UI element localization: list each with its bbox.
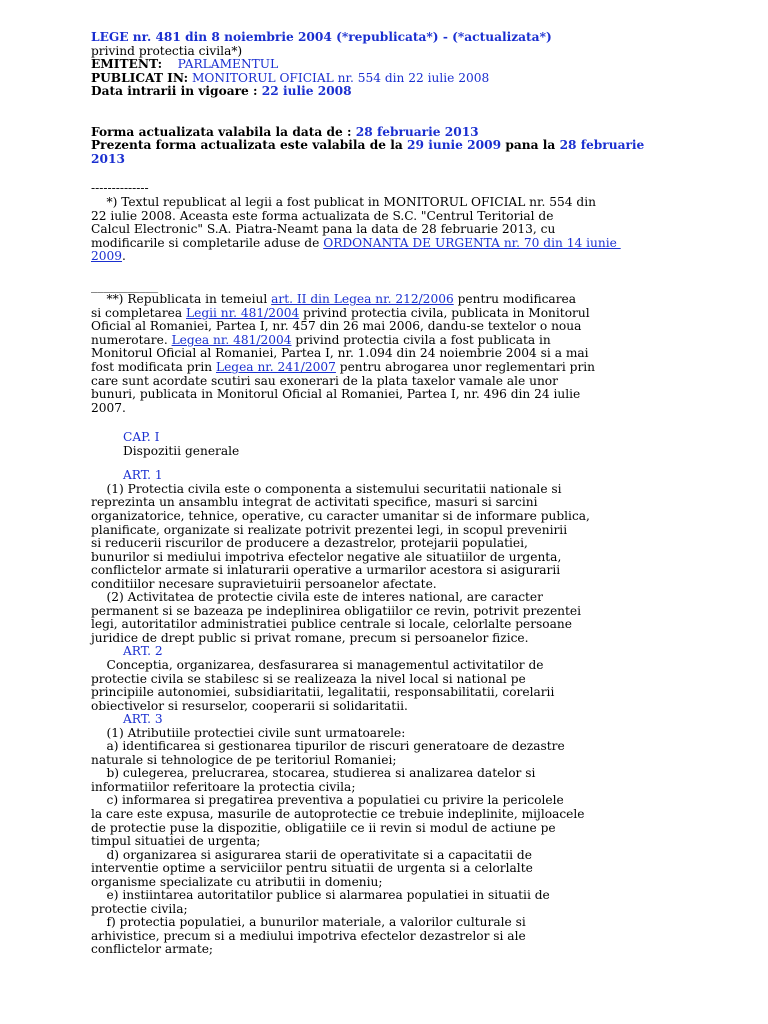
art3-line: de protectie puse la dispozitie, obligatiile ce ii revin si modul de actiune pe: [91, 820, 556, 835]
ordonanta-link[interactable]: ORDONANTA DE URGENTA nr. 70 din 14 iunie: [323, 235, 621, 250]
cap-i-link[interactable]: CAP. I: [123, 430, 160, 445]
emitent-value: PARLAMENTUL: [177, 57, 279, 72]
art1-line: (1) Protectia civila este o componenta a sistemului securitatii nationale si: [91, 481, 562, 496]
note2-line: si completarea Legii nr. 481/2004 privind protectia civila, publicata in Monitorul: [91, 305, 590, 320]
legea-241-link[interactable]: Legea nr. 241/2007: [215, 360, 336, 375]
intrare-line: [91, 85, 758, 99]
note2-line: **) Republicata in temeiul art. II din Legea nr. 212/2006 pentru modificarea: [91, 292, 577, 307]
legii-481-link[interactable]: Legii nr. 481/2004: [186, 305, 300, 320]
publicat-label: PUBLICAT IN:: [91, 70, 189, 85]
art3-line: a) identificarea si gestionarea tipurilor de riscuri generatoare de dezastre: [91, 739, 565, 754]
art1-line: conflictelor armate si inlaturarii operative a urmarilor acestora si asigurarii: [91, 563, 561, 578]
law-subtitle: privind protectia civila*): [91, 43, 243, 58]
note2-separator: ___________: [91, 278, 159, 293]
intrare-value: 22 iulie 2008: [261, 84, 352, 99]
art3-line: la care este expusa, masurile de autoprotectie ce trebuie indeplinite, mijloacele: [91, 806, 585, 821]
note2-line: bunuri, publicata in Monitorul Oficial al Romaniei, Partea I, nr. 496 din 24 iulie: [91, 387, 581, 402]
chapter-label-line: [91, 431, 758, 445]
art1-label-line: [91, 469, 758, 483]
art3-line: timpul situatiei de urgenta;: [91, 834, 261, 849]
art1-line: reprezinta un ansamblu integrat de activitati specifice, masuri si sarcini: [91, 495, 538, 510]
law-title: LEGE nr. 481 din 8 noiembrie 2004 (*republicata*) - (*actualizata*): [91, 30, 552, 44]
note1-line: 22 iulie 2008. Aceasta este forma actualizata de S.C. "Centrul Teritorial de: [91, 208, 554, 223]
note1-line: *) Textul republicat al legii a fost publicat in MONITORUL OFICIAL nr. 554 din: [91, 195, 596, 210]
art-ii-legea-212-link[interactable]: art. II din Legea nr. 212/2006: [271, 292, 454, 307]
art3-line: organisme specializate cu atributii in domeniu;: [91, 874, 383, 889]
prezenta-year: 2013: [91, 151, 125, 166]
emitent-line: [91, 58, 758, 72]
note2-line: numerotare. Legea nr. 481/2004 privind protectia civila a fost publicata in: [91, 332, 551, 347]
prezenta-to: 28 februarie: [559, 138, 645, 153]
art1-body: [91, 483, 758, 646]
art3-line: d) organizarea si asigurarea starii de operativitate si a capacitatii de: [91, 847, 532, 862]
art3-line: (1) Atributiile protectiei civile sunt urmatoarele:: [91, 725, 406, 740]
note1-separator: --------------: [91, 181, 149, 196]
art3-line: f) protectia populatiei, a bunurilor materiale, a valorilor culturale si: [91, 915, 526, 930]
prezenta-from: 29 iunie 2009: [407, 138, 502, 153]
forma-label: Forma actualizata valabila la data de :: [91, 124, 352, 139]
art2-line: protectie civila se stabilesc si se realizeaza la nivel local si national pe: [91, 671, 526, 686]
art1-line: juridice de drept public si privat romane, precum si persoanelor fizice.: [91, 630, 529, 645]
art1-line: planificate, organizate si realizate potrivit prezentei legi, in scopul prevenirii: [91, 522, 568, 537]
publicat-value: MONITORUL OFICIAL nr. 554 din 22 iulie 2008: [191, 70, 490, 85]
art3-line: b) culegerea, prelucrarea, stocarea, studierea si analizarea datelor si: [91, 766, 536, 781]
ordonanta-link-cont[interactable]: 2009: [91, 249, 123, 264]
legea-481-link[interactable]: Legea nr. 481/2004: [171, 332, 292, 347]
art1-line: permanent si se bazeaza pe indeplinirea obligatiilor ce revin, potrivit prezentei: [91, 603, 582, 618]
art-1-link[interactable]: ART. 1: [123, 468, 163, 483]
note1-line: 2009.: [91, 249, 126, 264]
art3-line: c) informarea si pregatirea preventiva a populatiei cu privire la pericolele: [91, 793, 564, 808]
art3-line: informatiilor referitoare la protectia civila;: [91, 779, 356, 794]
publicat-line: [91, 72, 758, 86]
art1-line: si reducerii riscurilor de producere a dezastrelor, protejarii populatiei,: [91, 536, 528, 551]
note2-line: 2007.: [91, 400, 126, 415]
emitent-label: EMITENT:: [91, 57, 163, 72]
art2-line: obiectivelor si resurselor, cooperarii si solidaritatii.: [91, 698, 408, 713]
art3-line: protectie civila;: [91, 901, 188, 916]
note1-line: modificarile si completarile aduse de ORDONANTA DE URGENTA nr. 70 din 14 iunie: [91, 235, 621, 250]
art1-line: (2) Activitatea de protectie civila este de interes national, are caracter: [91, 590, 543, 605]
art1-line: conditiilor necesare supravietuirii persoanelor afectate.: [91, 576, 437, 591]
art1-line: bunurilor si mediului impotriva efectelor negative ale situatiilor de urgenta,: [91, 549, 562, 564]
art2-line: Conceptia, organizarea, desfasurarea si managementul activitatilor de: [91, 657, 544, 672]
note2-line: Monitorul Oficial al Romaniei, Partea I, nr. 1.094 din 24 noiembrie 2004 si a mai: [91, 346, 589, 361]
art3-label-line: [91, 713, 758, 727]
art-2-link[interactable]: ART. 2: [123, 644, 163, 659]
art2-body: [91, 659, 758, 713]
art3-line: e) instiintarea autoritatilor publice si alarmarea populatiei in situatii de: [91, 888, 550, 903]
forma-line: [91, 126, 758, 140]
note2-line: fost modificata prin Legea nr. 241/2007 pentru abrogarea unor reglementari prin: [91, 360, 596, 375]
art3-line: interventie optime a serviciilor pentru situatii de urgenta si a celorlalte: [91, 861, 533, 876]
note2-line: Oficial al Romaniei, Partea I, nr. 457 din 26 mai 2006, dandu-se textelor o noua: [91, 319, 582, 334]
art3-line: naturale si tehnologice de pe teritoriul Romaniei;: [91, 752, 397, 767]
note1-line: Calcul Electronic" S.A. Piatra-Neamt pana la data de 28 februarie 2013, cu: [91, 222, 556, 237]
art3-line: conflictelor armate;: [91, 942, 214, 957]
art3-line: arhivistice, precum si a mediului impotriva efectelor dezastrelor si ale: [91, 928, 526, 943]
chapter-title: Dispozitii generale: [123, 443, 240, 458]
art3-body: [91, 727, 758, 957]
art1-line: legi, autoritatilor administratiei publice centrale si locale, celorlalte persoane: [91, 617, 572, 632]
art1-line: organizatorice, tehnice, operative, cu caracter umanitar si de informare publica,: [91, 508, 590, 523]
art-3-link[interactable]: ART. 3: [123, 712, 163, 727]
note2-line: care sunt acordate scutiri sau exonerari de la plata taxelor vamale ale unor: [91, 373, 558, 388]
prezenta-line: Prezenta forma actualizata este valabila de la 29 iunie 2009 pana la 28 februarie: [91, 138, 645, 153]
art2-line: principiile autonomiei, subsidiaritatii, legalitatii, responsabilitatii, corelarii: [91, 685, 555, 700]
art2-label-line: [91, 645, 758, 659]
intrare-label: Data intrarii in vigoare :: [91, 84, 258, 99]
forma-value: 28 februarie 2013: [355, 124, 479, 139]
